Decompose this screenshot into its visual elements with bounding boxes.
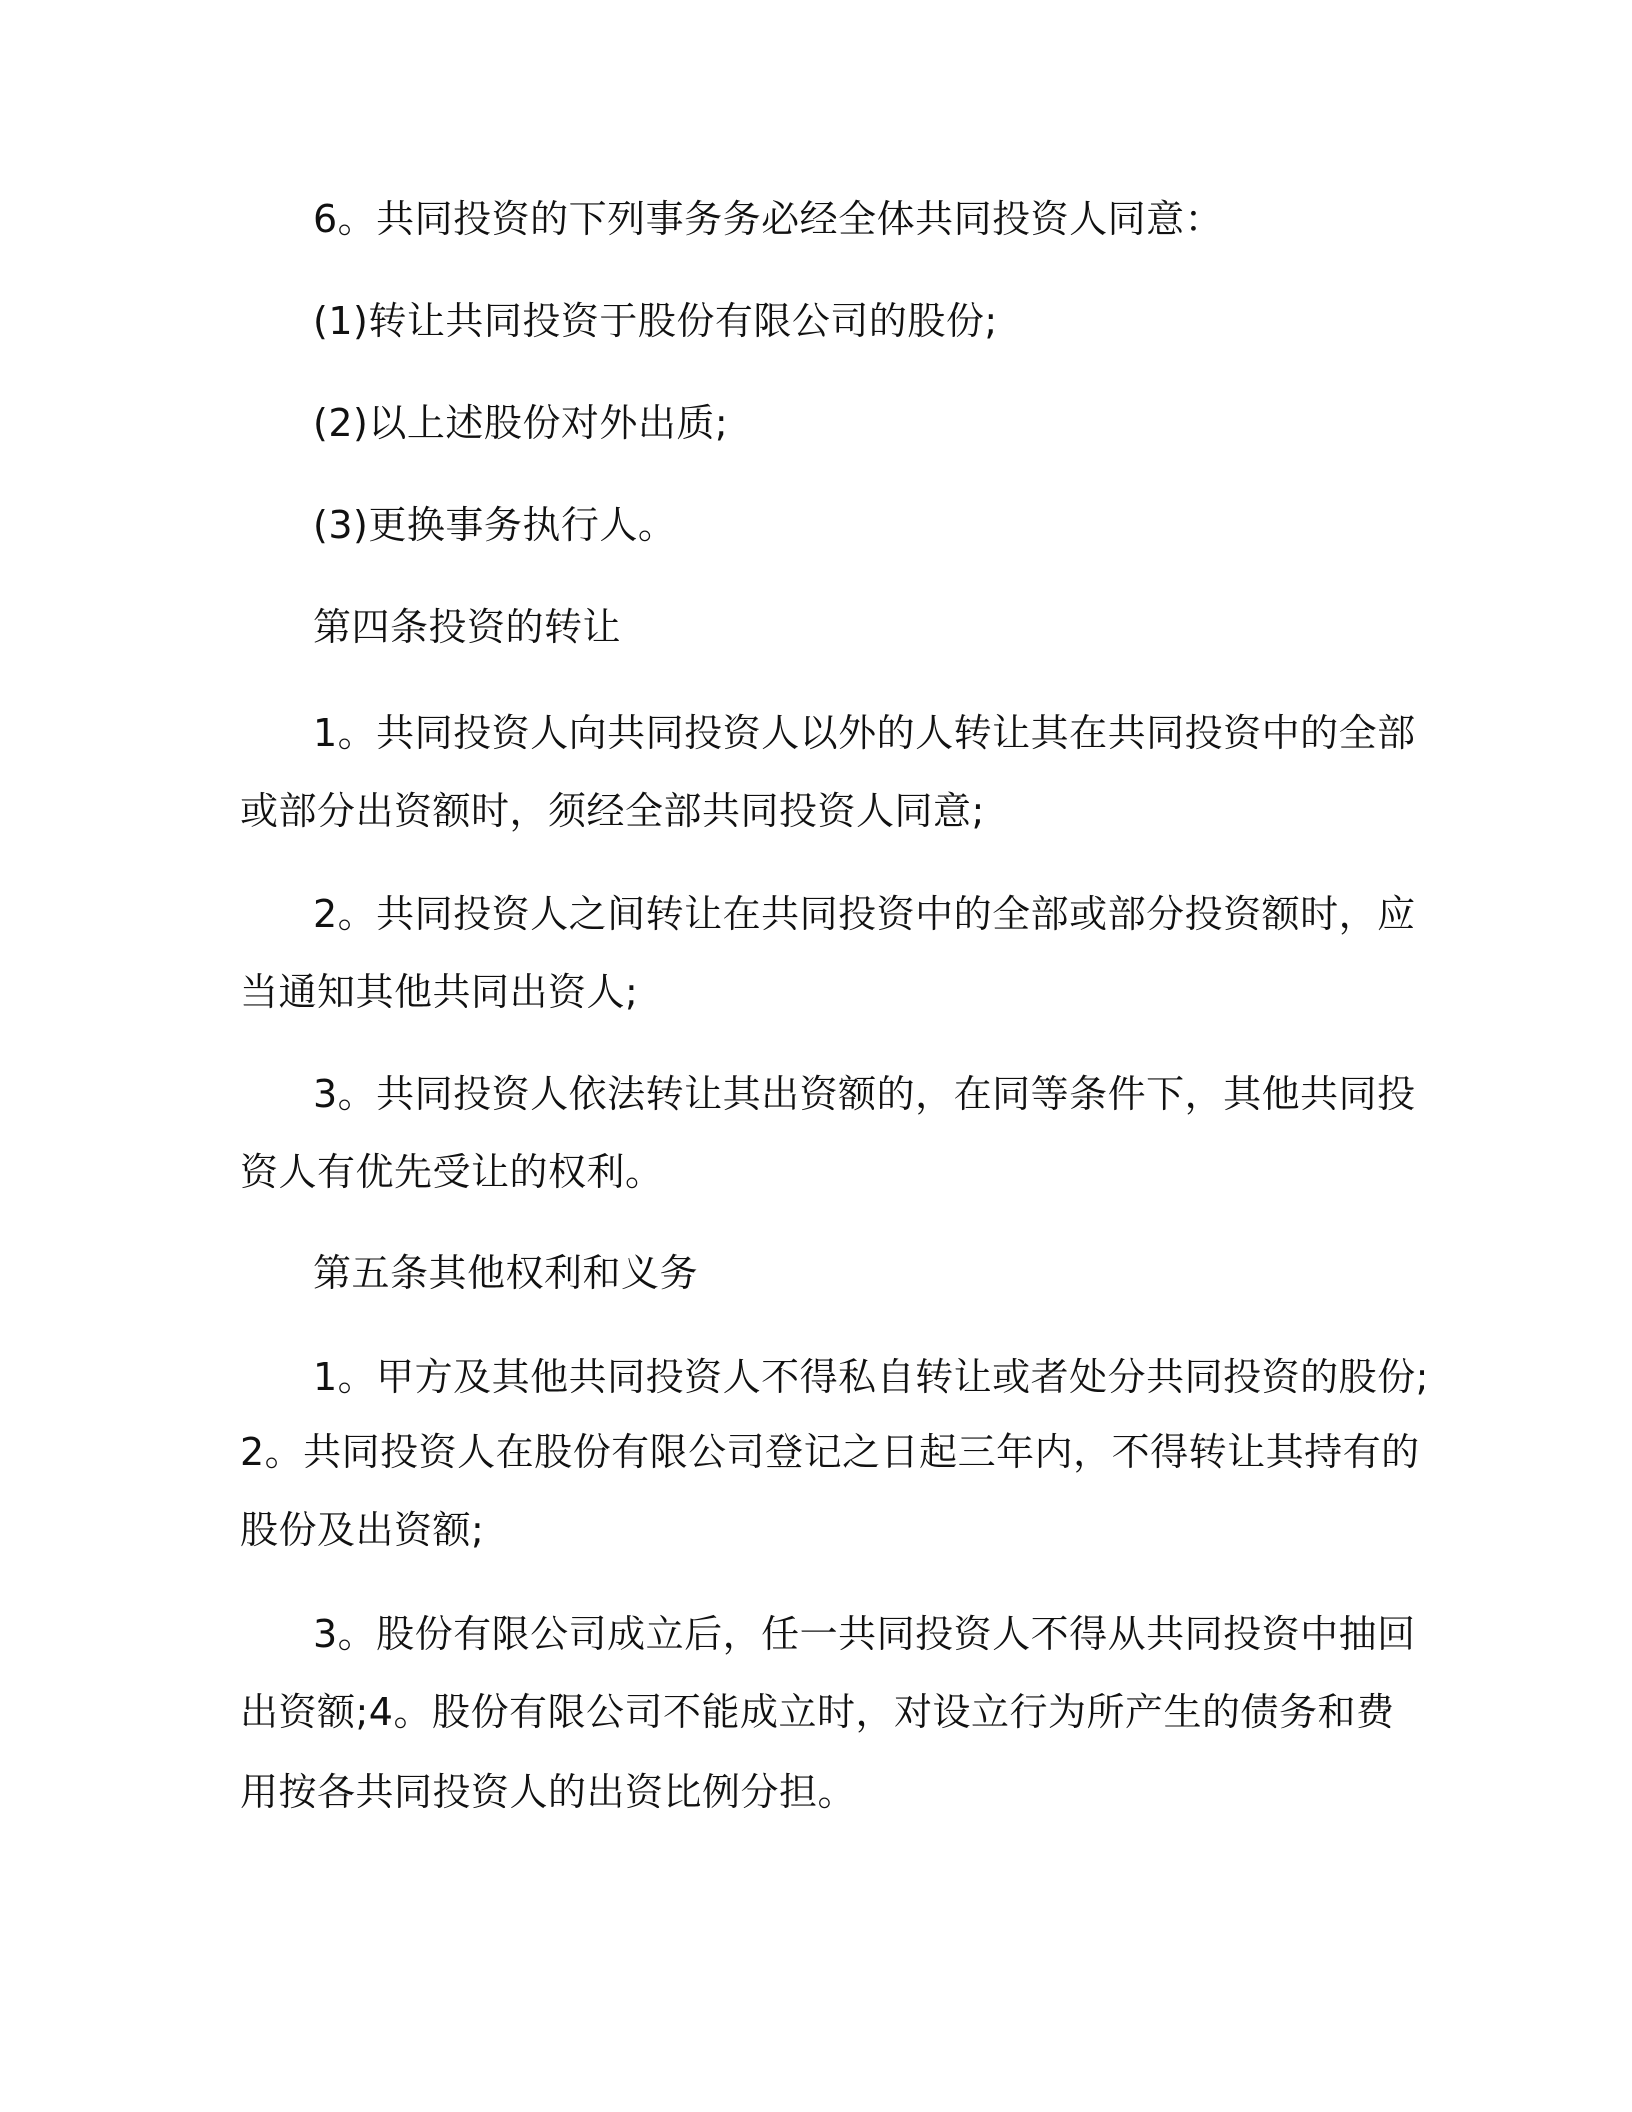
article-4-item-3-line-2: 资人有优先受让的权利。 [240, 1150, 664, 1194]
article-5-title: 第五条其他权利和义务 [313, 1251, 699, 1295]
article-5-item-2-line-1: 2。共同投资人在股份有限公司登记之日起三年内，不得转让其持有的 [240, 1430, 1420, 1474]
article-5-item-4-line-2: 用按各共同投资人的出资比例分担。 [240, 1770, 857, 1814]
article-5-item-2-line-2: 股份及出资额; [240, 1508, 485, 1552]
clause-6-item-2: (2)以上述股份对外出质; [313, 401, 729, 445]
article-4-title: 第四条投资的转让 [313, 605, 622, 649]
article-5-item-3-line-2: 出资额;4。股份有限公司不能成立时，对设立行为所产生的债务和费 [240, 1690, 1395, 1734]
article-5-item-3-line-1: 3。股份有限公司成立后，任一共同投资人不得从共同投资中抽回 [313, 1612, 1416, 1656]
article-5-item-1: 1。甲方及其他共同投资人不得私自转让或者处分共同投资的股份; [313, 1355, 1429, 1399]
article-4-item-3-line-1: 3。共同投资人依法转让其出资额的，在同等条件下，其他共同投 [313, 1072, 1416, 1116]
article-4-item-2-line-1: 2。共同投资人之间转让在共同投资中的全部或部分投资额时，应 [313, 892, 1416, 936]
article-4-item-2-line-2: 当通知其他共同出资人; [240, 970, 639, 1014]
clause-6-item-1: (1)转让共同投资于股份有限公司的股份; [313, 299, 998, 343]
article-4-item-1-line-1: 1。共同投资人向共同投资人以外的人转让其在共同投资中的全部 [313, 711, 1416, 755]
clause-6-item-3: (3)更换事务执行人。 [313, 503, 677, 547]
clause-6-heading: 6。共同投资的下列事务务必经全体共同投资人同意： [313, 197, 1224, 241]
article-4-item-1-line-2: 或部分出资额时，须经全部共同投资人同意; [240, 789, 985, 833]
